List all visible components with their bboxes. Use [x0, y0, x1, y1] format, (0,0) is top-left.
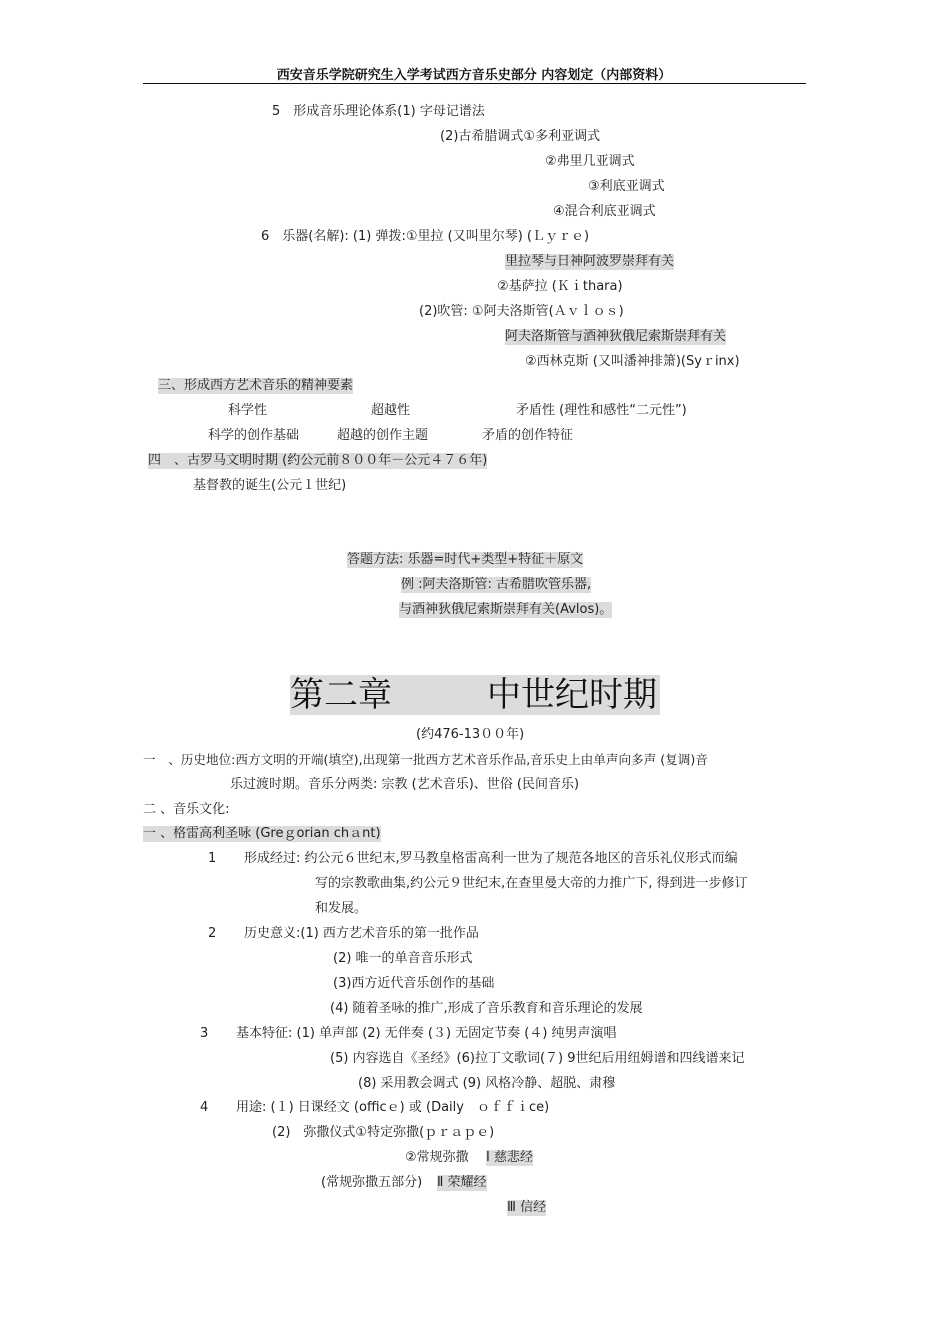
- highlighted-note: 阿夫洛斯管与酒神狄俄尼索斯崇拜有关: [505, 329, 727, 344]
- text-line: (2) 唯一的单音音乐形式: [333, 951, 473, 966]
- page-header: 西安音乐学院研究生入学考试西方音乐史部分 内容划定（内部资料）: [276, 68, 672, 83]
- chapter-title: [290, 675, 660, 715]
- text-line: (常规弥撒五部分): [321, 1175, 423, 1190]
- chapter-number: 第二章: [290, 675, 392, 715]
- text-line: (2)古希腊调式①多利亚调式: [440, 129, 601, 144]
- text-line: 写的宗教歌曲集,约公元９世纪末,在查里曼大帝的力推广下, 得到进一步修订: [315, 876, 748, 891]
- chapter-dates: (约476-13００年): [416, 727, 525, 742]
- text-line: ②弗里几亚调式: [545, 154, 635, 169]
- text-line: (3)西方近代音乐创作的基础: [333, 976, 495, 991]
- text-line: 超越性: [371, 403, 411, 418]
- text-line: ②西林克斯 (又叫潘神排箫)(Syｒinx): [525, 354, 740, 369]
- item-number: 2: [208, 926, 217, 941]
- text-line: 基本特征: (1) 单声部 (2) 无伴奏 (３) 无固定节奏 (４) 纯男声演唱: [236, 1026, 617, 1041]
- mass-part-label: Ⅱ 荣耀经: [437, 1175, 487, 1190]
- text-line: (5) 内容选自《圣经》(6)拉丁文歌词(７) 9世纪后用纽姆谱和四线谱来记: [330, 1051, 745, 1066]
- answer-method-note: 例 :阿夫洛斯管: 古希腊吹管乐器,: [401, 577, 592, 592]
- header-divider: [143, 83, 806, 84]
- text-line: 基督教的诞生(公元１世纪): [193, 478, 347, 493]
- section-heading: 二 、音乐文化:: [143, 802, 230, 817]
- subsection-heading: 一 、格雷高利圣咏 (Greｇorian chａnt): [143, 826, 381, 841]
- text-line: ④混合利底亚调式: [553, 204, 656, 219]
- text-line: 一 、历史地位:西方文明的开端(填空),出现第一批西方艺术音乐作品,音乐史上由单声向多声 (复调)音: [143, 752, 708, 767]
- section-heading: 三、形成西方艺术音乐的精神要素: [158, 378, 354, 393]
- text-line: (4) 随着圣咏的推广,形成了音乐教育和音乐理论的发展: [330, 1001, 643, 1016]
- text-line: 科学的创作基础: [208, 428, 300, 443]
- text-line: 矛盾性 (理性和感性“二元性”): [516, 403, 687, 418]
- text-line: 6 乐器(名解): (1) 弹拨:①里拉 (又叫里尔琴) (Ｌｙｒｅ): [261, 229, 590, 244]
- item-number: 1: [208, 851, 217, 866]
- text-line: 形成经过: 约公元６世纪末,罗马教皇格雷高利一世为了规范各地区的音乐礼仪形式而编: [244, 851, 738, 866]
- mass-part-label: Ⅲ 信经: [507, 1200, 547, 1215]
- text-line: (8) 采用教会调式 (9) 风格冷静、超脱、肃穆: [358, 1076, 616, 1091]
- highlighted-note: 里拉琴与日神阿波罗崇拜有关: [505, 254, 675, 269]
- text-line: 5 形成音乐理论体系(1) 字母记谱法: [272, 104, 485, 119]
- text-line: (2) 弥撒仪式①特定弥撒(ｐｒａｐｅ): [272, 1125, 495, 1140]
- chapter-name: 中世纪时期: [487, 675, 657, 715]
- item-number: 3: [200, 1026, 209, 1041]
- text-line: (2)吹管: ①阿夫洛斯管(Ａｖｌｏｓ): [419, 304, 624, 319]
- answer-method-note: 答题方法: 乐器=时代+类型+特征＋原文: [347, 552, 584, 567]
- text-line: 矛盾的创作特征: [482, 428, 574, 443]
- item-number: 4: [200, 1100, 209, 1115]
- text-line: 和发展。: [315, 901, 368, 916]
- section-heading: 四 、古罗马文明时期 (约公元前８００年－公元４７６年): [148, 453, 488, 468]
- text-line: ②基萨拉 (Ｋｉthara): [497, 279, 623, 294]
- text-line: 乐过渡时期。音乐分两类: 宗教 (艺术音乐)、世俗 (民间音乐): [230, 777, 580, 792]
- text-line: 科学性: [228, 403, 268, 418]
- text-line: 用途: (１) 日课经文 (officｅ) 或 (Daily ｏｆｆｉce): [236, 1100, 550, 1115]
- text-line: 超越的创作主题: [337, 428, 429, 443]
- text-line: 历史意义:(1) 西方艺术音乐的第一批作品: [244, 926, 479, 941]
- text-line: ②常规弥撒: [405, 1150, 469, 1165]
- answer-method-note: 与酒神狄俄尼索斯崇拜有关(Avlos)。: [399, 602, 613, 617]
- mass-part-label: Ⅰ 慈悲经: [486, 1150, 533, 1165]
- text-line: ③利底亚调式: [588, 179, 665, 194]
